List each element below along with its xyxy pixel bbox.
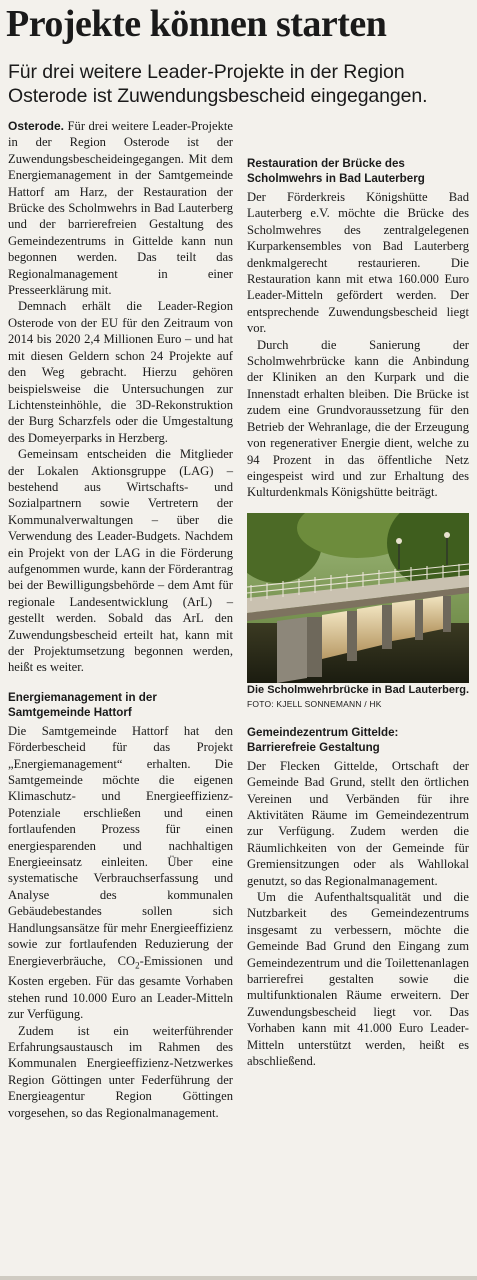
dateline: Osterode. (8, 119, 65, 133)
intro-paragraph-3: Gemeinsam entscheiden die Mitglieder der Lokalen Aktionsgruppe (LAG) – bestehend aus Wirtschafts- und Sozialpartnern sowie Vertretern der Kommunalverwaltungen – über die Verwendung des Leader-Budgets. Nachdem ein Projekt von der LAG in die Förderung aufgenommen wurde, kann der Förderantrag bei der Bewilligungsbehörde – dem Amt für regionale Landesentwicklung (ArL) – gestellt werden. Sobald das ArL den Zuwendungsbescheid erteilt hat, kann mit der Projektumsetzung begonnen werden, heißt es weiter. (8, 447, 233, 675)
co2-subscript: 2 (135, 960, 140, 971)
page-edge (0, 1276, 477, 1280)
section-heading-scholmwehr: Restauration der Brücke des Scholmwehrs in Bad Lauterberg (247, 157, 425, 185)
gittelde-paragraph-2: Um die Aufenthaltsqualität und die Nutzbarkeit des Gemeindezentrums insgesamt zu verbessern, möchte die Gemeinde Bad Grund den Eingang zum Gemeindezentrum und die Toilettenanlagen barrierefrei gestalten sowie die multifunktionalen Räume erweitern. Der Zuwendungsbescheid liegt vor. Das Vorhaben kann mit 41.000 Euro Leader-Mitteln unterstützt werden, heißt es abschließend. (247, 889, 469, 1069)
energiemanagement-paragraph-2: Zudem ist ein weiterführender Erfahrungsaustausch im Rahmen des Kommunalen Energieeffizienz-Netzwerkes Region Göttingen unter Federführung der Energieagentur Region Göttingen vorgesehen, so das Regionalmanagement. (8, 1023, 233, 1120)
photo-caption (247, 683, 469, 711)
intro-paragraph-1 (8, 118, 233, 298)
scholmwehr-paragraph-2: Durch die Sanierung der Scholmwehrbrücke kann die Anbindung der Kliniken an den Kurpark und die Innenstadt erhalten bleiben. Die Brücke ist zudem eine Grundvoraussetzung für den Betrieb der Wehranlage, die der Erzeugung von regenerativer Energie dient, welche zu 94 Prozent in das öffentliche Netz eingespeist wird und zur Erhaltung des Kulturdenkmals Königshütte beiträgt. (247, 337, 469, 500)
intro-paragraph-1-text: Für drei weitere Leader-Projekte in der Region Osterode ist der Zuwendungsbescheideingegangen. Mit dem Energiemanagement in der Samtgemeinde Hattorf am Harz, der Restauration der Brücke des Scholmwehrs in Bad Lauterberg und der barrierefreien Gestaltung des Gemeindezentrums in Gittelde kann nun begonnen werden. Das teilt das Regionalmanagement in einer Presseerklärung mit. (8, 119, 233, 298)
energiemanagement-paragraph-1: Die Samtgemeinde Hattorf hat den Förderbescheid für das Projekt „Energiemanagement“ erhalten. Die Samtgemeinde möchte die eigenen Klimaschutz- und Energieeffizienz-Potenziale erschließen und einen fortlaufenden Prozess für einen energiesparenden und nachhaltigen Energieeinsatz einleiten. Über eine systematische Verbrauchserfassung und Analyse des kommunalen Gebäudebestandes sollen sich Handlungsansätze für mehr Energieeffizienz sowie zur fortlaufenden Reduzierung der Energieverbräuche, $CO_2$-Emissionen und Kosten ergeben. Für das gesamte Vorhaben stehen rund 10.000 Euro an Leader-Mitteln zur Verfügung. (8, 723, 233, 1022)
intro-paragraph-2: Demnach erhält die Leader-Region Osterode von der EU für den Zeitraum von 2014 bis 2020 2,4 Millionen Euro – und hat mit diesen Geldern schon 24 Projekte auf den Weg gebracht. Hierzu gehören beispielsweise die Untersuchungen zur Lichtensteinhöhle, die 3D-Rekonstruktion der Burg Scharzfels oder die Umgestaltung des Domeyerparks in Herzberg. (8, 299, 233, 445)
photo-credit: FOTO: KJELL SONNEMANN / HK (247, 698, 382, 709)
caption-text: Die Scholmwehrbrücke in Bad Lauterberg. (247, 683, 469, 696)
right-column (247, 118, 469, 1069)
gittelde-paragraph-1: Der Flecken Gittelde, Ortschaft der Gemeinde Bad Grund, stellt den örtlichen Vereinen und Verbänden für ihre Aktivitäten Räume im Gemeindezentrum zur Verfügung. Zudem werden die Räumlichkeiten von der Gemeinde für Gremiensitzungen oder als Wahllokal genutzt, so das Regionalmanagement. (247, 758, 469, 888)
left-column (8, 118, 233, 1121)
headline: Projekte können starten (6, 3, 387, 45)
section-heading-gittelde: Gemeindezentrum Gittelde: Barrierefreie Gestaltung (247, 725, 399, 754)
scholmwehr-paragraph-1: Der Förderkreis Königshütte Bad Lauterberg e.V. möchte die Brücke des Scholmwehres des zentralgelegenen Kurparkensembles von Bad Lauterberg denkmalgerecht restaurieren. Die Restauration kann mit etwa 160.000 Euro Leader-Mitteln gefördert werden. Der entsprechende Zuwendungsbescheid liegt vor. (247, 190, 469, 336)
subheadline: Für drei weitere Leader-Projekte in der Region Osterode ist Zuwendungsbescheid eingegangen. (8, 61, 428, 107)
section-heading-energiemanagement: Energiemanagement in der Samtgemeinde Hattorf (8, 690, 157, 719)
photo-block (247, 513, 469, 711)
bridge-photo (247, 513, 469, 683)
